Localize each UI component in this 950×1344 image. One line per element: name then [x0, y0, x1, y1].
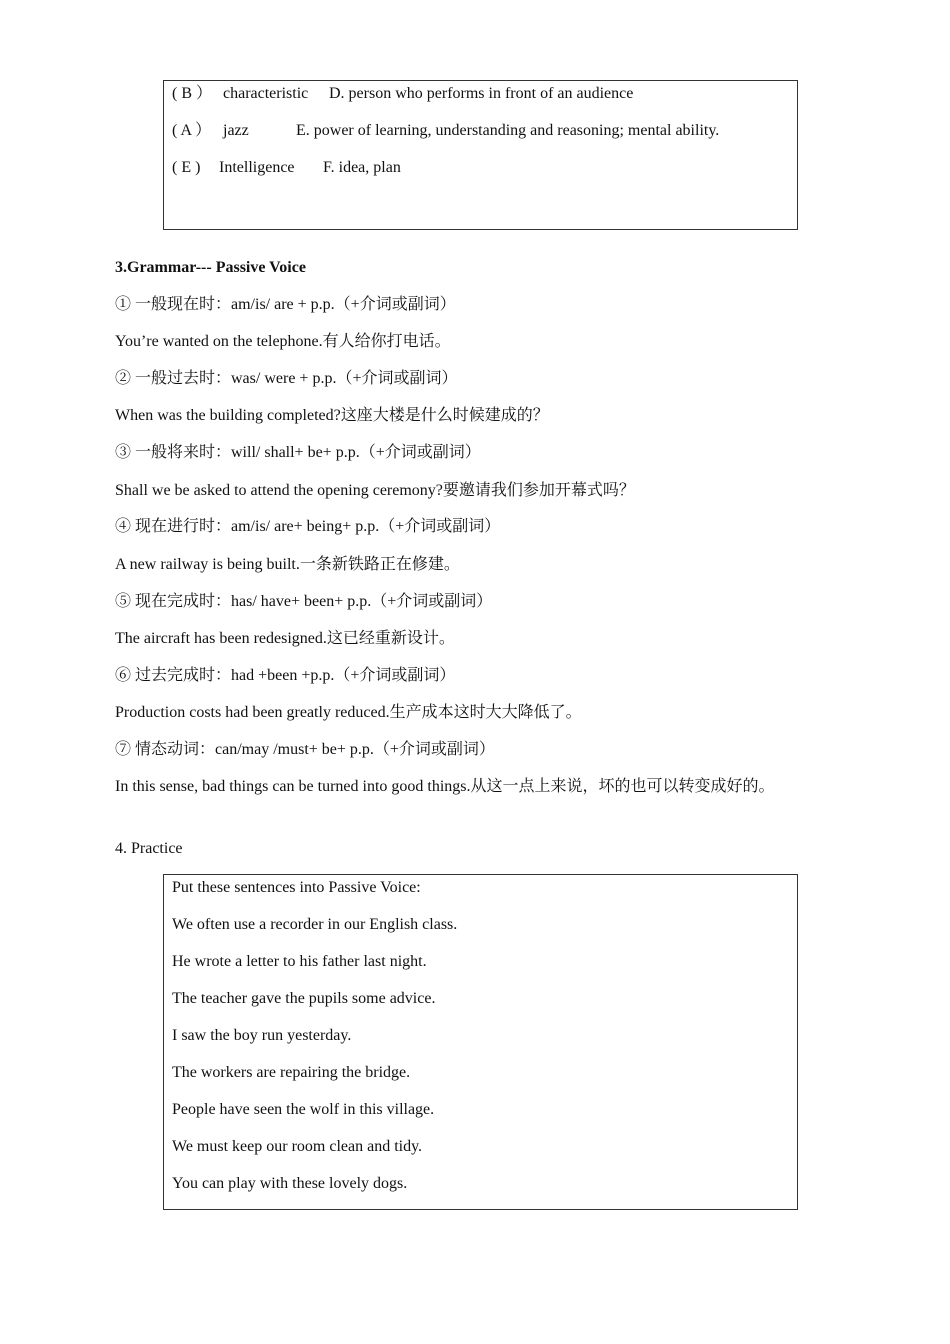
matching-word: Intelligence — [219, 159, 295, 176]
practice-box — [163, 874, 798, 1210]
grammar-example: Shall we be asked to attend the opening ceremony?要邀请我们参加开幕式吗？ — [115, 482, 635, 499]
practice-heading: 4. Practice — [115, 840, 183, 857]
grammar-rule: ⑦ 情态动词：can/may /must+ be+ p.p.（+介词或副词） — [115, 741, 495, 758]
grammar-rule: ⑥ 过去完成时：had +been +p.p.（+介词或副词） — [115, 667, 456, 684]
practice-sentence: People have seen the wolf in this village. — [172, 1101, 435, 1118]
matching-row — [172, 121, 719, 141]
matching-definition: D. person who performs in front of an audience — [329, 85, 634, 102]
grammar-rule: ③ 一般将来时：will/ shall+ be+ p.p.（+介词或副词） — [115, 444, 481, 461]
grammar-example: Production costs had been greatly reduced.生产成本这时大大降低了。 — [115, 704, 582, 721]
matching-definition: E. power of learning, understanding and reasoning; mental ability. — [296, 122, 720, 139]
matching-answer: ( A ） — [172, 122, 212, 139]
grammar-example: When was the building completed?这座大楼是什么时候建成的？ — [115, 407, 549, 424]
practice-sentence: He wrote a letter to his father last night. — [172, 953, 427, 970]
matching-row — [172, 84, 633, 104]
matching-definition: F. idea, plan — [323, 159, 401, 176]
grammar-heading: 3.Grammar--- Passive Voice — [115, 259, 306, 276]
practice-sentence: The teacher gave the pupils some advice. — [172, 990, 436, 1007]
matching-answer: ( B ） — [172, 85, 213, 102]
practice-sentence: I saw the boy run yesterday. — [172, 1027, 352, 1044]
matching-row — [172, 158, 401, 178]
practice-sentence: We must keep our room clean and tidy. — [172, 1138, 423, 1155]
practice-sentence: You can play with these lovely dogs. — [172, 1175, 408, 1192]
practice-instruction: Put these sentences into Passive Voice: — [172, 879, 421, 896]
matching-box — [163, 80, 798, 230]
grammar-example: The aircraft has been redesigned.这已经重新设计。 — [115, 630, 455, 647]
grammar-example: A new railway is being built.一条新铁路正在修建。 — [115, 556, 460, 573]
grammar-example: In this sense, bad things can be turned into good things.从这一点上来说，坏的也可以转变成好的。 — [115, 778, 775, 795]
grammar-rule: ⑤ 现在完成时：has/ have+ been+ p.p.（+介词或副词） — [115, 593, 493, 610]
practice-sentence: The workers are repairing the bridge. — [172, 1064, 411, 1081]
practice-sentence: We often use a recorder in our English class. — [172, 916, 458, 933]
matching-answer: ( E ) — [172, 159, 201, 176]
matching-word: jazz — [223, 122, 249, 139]
grammar-rule: ② 一般过去时：was/ were + p.p.（+介词或副词） — [115, 370, 458, 387]
matching-word: characteristic — [223, 85, 309, 102]
grammar-rule: ④ 现在进行时：am/is/ are+ being+ p.p.（+介词或副词） — [115, 518, 501, 535]
grammar-rule: ① 一般现在时：am/is/ are + p.p.（+介词或副词） — [115, 296, 456, 313]
grammar-example: You’re wanted on the telephone.有人给你打电话。 — [115, 333, 451, 350]
